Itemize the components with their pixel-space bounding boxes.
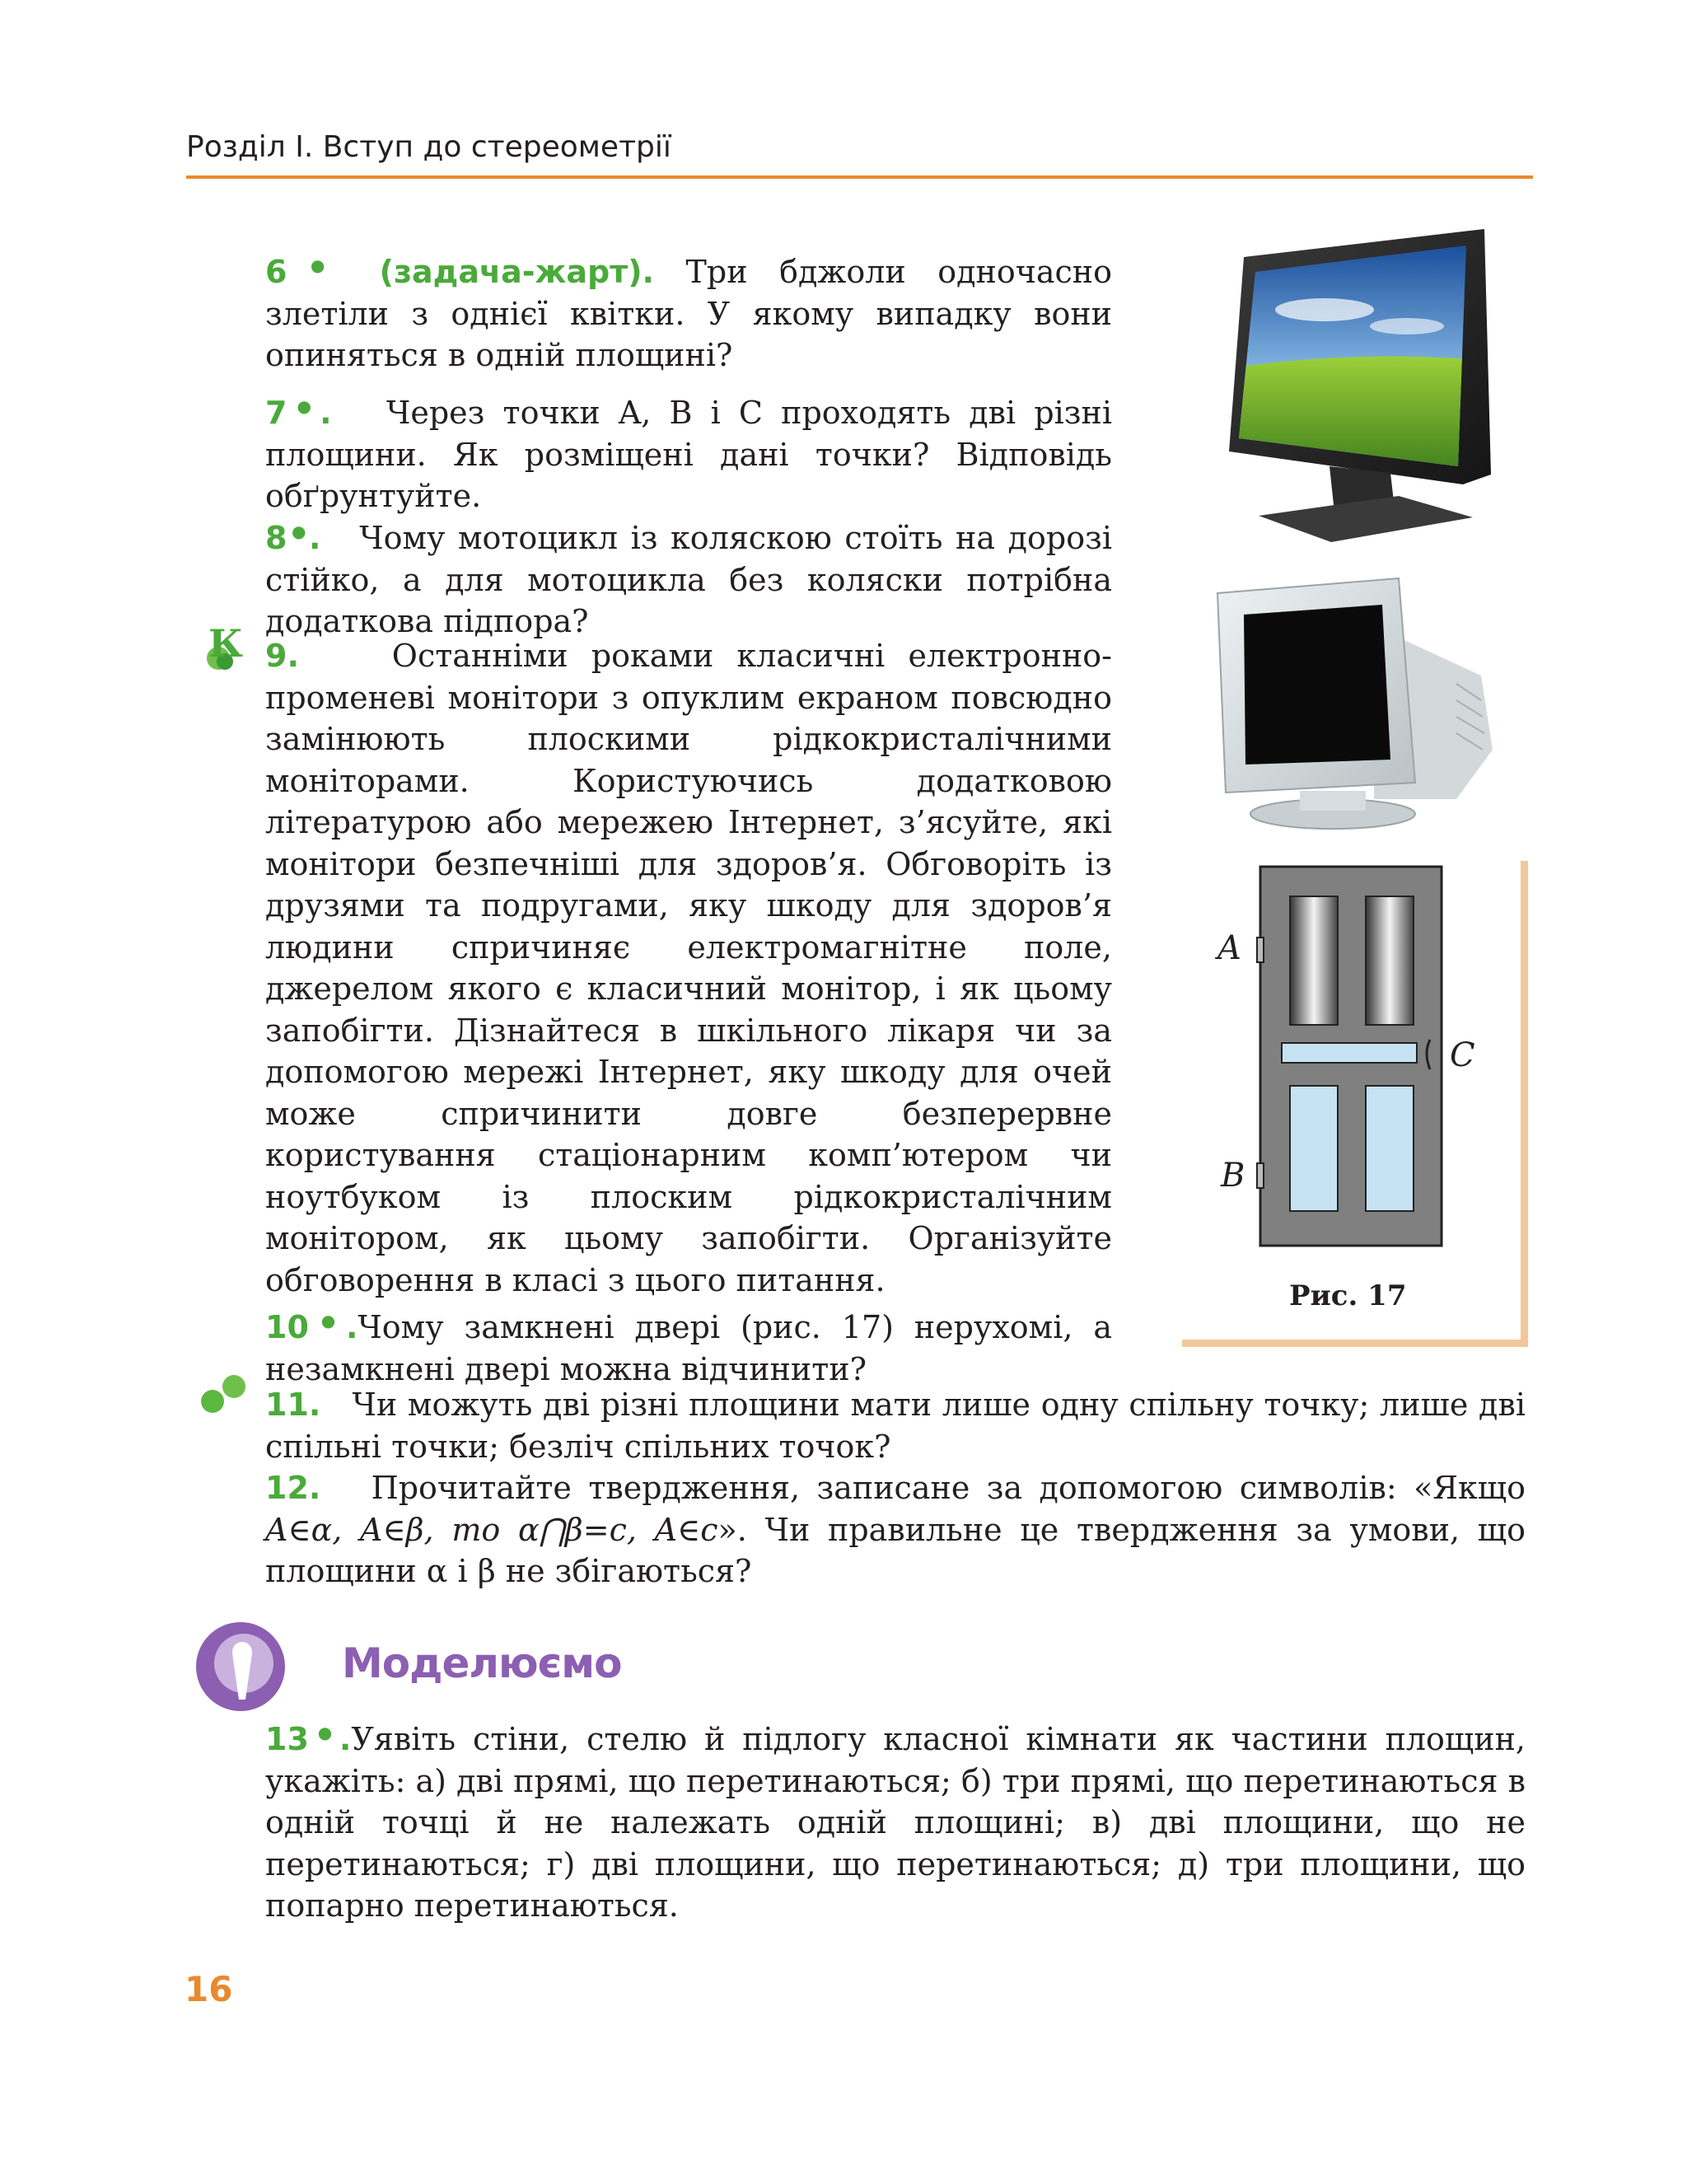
problem-9	[265, 635, 1112, 1301]
problem-7	[265, 386, 1112, 517]
hinge-b	[1257, 1163, 1264, 1188]
problem-text: Чому мотоцикл із коляскою стоїть на дорозі стійко, а для мотоцикла без коляски потрібна додаткова підпора?	[265, 520, 1112, 639]
door-middle-bar	[1282, 1043, 1417, 1063]
door-window-top-right	[1366, 896, 1414, 1025]
problem-8	[265, 511, 1112, 643]
figure-label-a: A	[1217, 929, 1241, 967]
door-figure	[1211, 865, 1488, 1249]
problem-number: 7 ●.	[265, 395, 332, 431]
door-panel-bottom-left	[1290, 1086, 1338, 1211]
level-one-dot-icon: ●	[288, 255, 347, 275]
problem-10	[265, 1300, 1112, 1390]
level-one-dot-icon: ●	[288, 396, 320, 416]
door-panel-bottom-right	[1366, 1086, 1414, 1211]
problem-number: 12.	[265, 1470, 321, 1506]
problem-11	[265, 1384, 1526, 1467]
figure-label-b: B	[1221, 1157, 1245, 1195]
page-header: Розділ І. Вступ до стереометрії	[186, 130, 671, 164]
figure-frame-right	[1521, 861, 1528, 1347]
problem-text: Уявіть стіни, стелю й підлогу класної кімнати як частини площин, укажіть: а) дві прямі, що перетинаються; б) три прямі, що перетинаються в одній точці й не належать одній площині; в) дві площини, що не перетинаються; г) дві площини, що перетинаються; д) три площини, що попарно перетинаються.	[265, 1721, 1526, 1924]
modeling-section-icon	[194, 1620, 287, 1713]
problem-label: (задача-жарт).	[346, 254, 654, 290]
problem-text: Останніми роками класичні електронно-променеві монітори з опуклим екраном повсюдно замінюють плоскими рідкокристалічними моніторами. Користуючись додатковою літературою або мережею Інтернет, з’ясуйте, які монітори безпечніші для здоров’я. Обговоріть із друзями та подругами, яку шкоду для здоров’я людини спричиняє електромагнітне поле, джерелом якого є класичний монітор, і як цьому запобігти. Дізнайтеся в шкільного лікаря чи за допомогою мережі Інтернет, яку шкоду для очей може спричинити довге безперервне користування стаціонарним комп’ютером чи ноутбуком із плоским рідкокристалічним монітором, як цьому запобігти. Організуйте обговорення в класі з цього питання.	[265, 638, 1112, 1298]
figure-label-c: C	[1450, 1036, 1475, 1074]
problem-text: Чому замкнені двері (рис. 17) нерухомі, а незамкнені двері можна відчинити?	[265, 1309, 1112, 1387]
level-one-dot-icon: ●	[288, 521, 309, 541]
door-window-top-left	[1290, 896, 1338, 1025]
problem-6	[265, 245, 1112, 376]
level-one-dot-icon: ●	[310, 1723, 339, 1742]
problem-formula: A∈α, A∈β, то α⋂β=c, A∈c	[265, 1511, 718, 1548]
problem-text-b: ». Чи правильне це твердження за умови, що площини α і β не збігаються?	[265, 1511, 1526, 1589]
figure-caption: Рис. 17	[1289, 1279, 1407, 1312]
header-rule	[186, 175, 1533, 179]
figure-frame-bottom	[1182, 1340, 1528, 1347]
problem-number: 9.	[265, 638, 299, 674]
hinge-a	[1257, 938, 1264, 962]
problem-number: 8 ●.	[265, 520, 321, 556]
problem-number: 11.	[265, 1387, 321, 1423]
problem-number: 13 ●.	[265, 1721, 352, 1757]
level-two-dots-icon	[198, 1373, 250, 1415]
flat-lcd-monitor-image	[1226, 227, 1491, 542]
section-title: Моделюємо	[342, 1639, 622, 1687]
problem-text: Через точки A, B і C проходять дві різні площини. Як розміщені дані точки? Відповідь обґрунтуйте.	[265, 395, 1113, 514]
problem-text-a: Прочитайте твердження, записане за допомогою символів: «Якщо	[371, 1470, 1526, 1506]
k-competence-icon	[200, 624, 243, 675]
level-one-dot-icon: ●	[310, 1311, 346, 1331]
svg-text:К: К	[208, 624, 243, 666]
page-number: 16	[185, 1969, 233, 2009]
problem-13	[265, 1712, 1526, 1927]
problem-number: 6 ●	[265, 254, 347, 290]
problem-number: 10 ●.	[265, 1309, 358, 1345]
problem-12	[265, 1467, 1526, 1592]
problem-text: Три бджоли одночасно злетіли з однієї квітки. У якому випадку вони опиняться в одній площині?	[265, 254, 1113, 373]
crt-monitor-image	[1209, 577, 1494, 849]
problem-text: Чи можуть дві різні площини мати лише одну спільну точку; лише дві спільні точки; безліч спільних точок?	[265, 1387, 1526, 1465]
